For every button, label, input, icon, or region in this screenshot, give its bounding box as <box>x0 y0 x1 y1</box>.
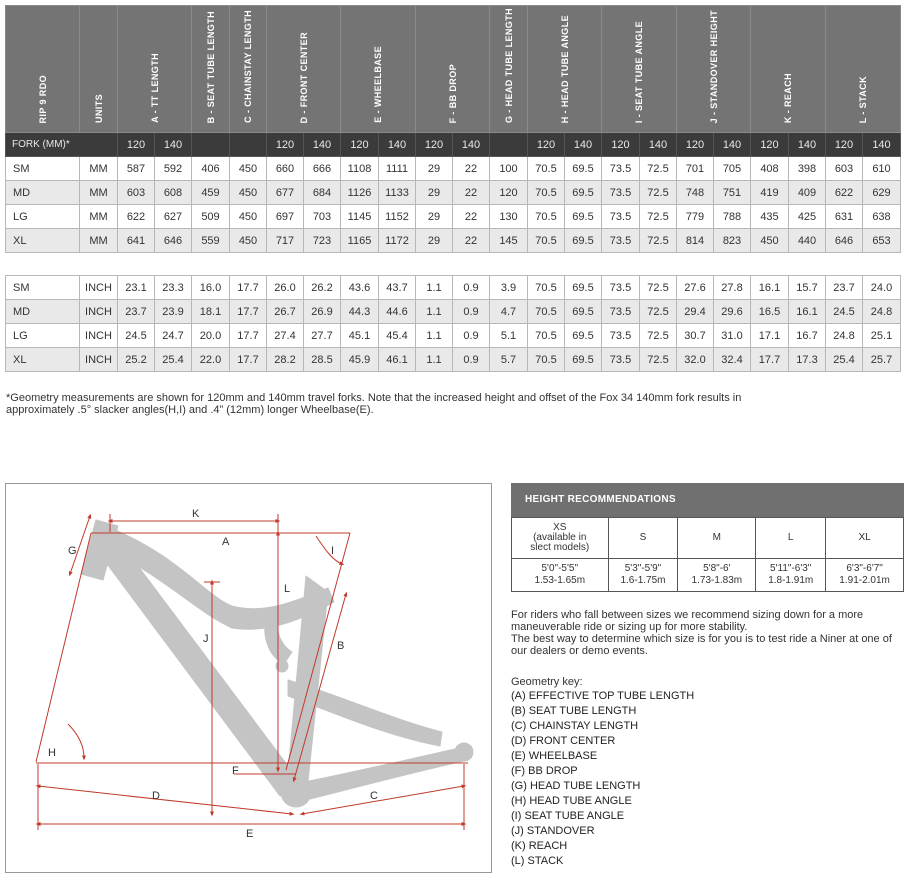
height-l: 5'11"-6'3" 1.8-1.91m <box>756 559 826 592</box>
value-cell: 406 <box>192 157 230 181</box>
label-j: J <box>203 633 209 645</box>
value-cell: 27.4 <box>267 324 304 348</box>
value-cell: 25.7 <box>863 348 901 372</box>
value-cell: 44.3 <box>341 300 379 324</box>
down-tube <box>104 542 300 796</box>
value-cell: 69.5 <box>565 229 602 253</box>
value-cell: 660 <box>267 157 304 181</box>
value-cell: 603 <box>826 157 863 181</box>
table-row <box>6 276 901 300</box>
label-k: K <box>192 508 200 520</box>
value-cell: 130 <box>490 205 528 229</box>
size-xl: XL <box>826 518 904 559</box>
value-cell: 43.6 <box>341 276 379 300</box>
label-h: H <box>48 747 56 759</box>
value-cell: 24.8 <box>863 300 901 324</box>
value-cell: 1152 <box>379 205 416 229</box>
value-cell: 631 <box>826 205 863 229</box>
value-cell: 69.5 <box>565 300 602 324</box>
value-cell: 677 <box>267 181 304 205</box>
value-cell: 72.5 <box>640 276 677 300</box>
value-cell: 703 <box>304 205 341 229</box>
fork-travel-cell: 120 <box>416 133 453 157</box>
column-header-head-tube-angle: H - HEAD TUBE ANGLE <box>528 6 602 133</box>
value-cell: 31.0 <box>714 324 751 348</box>
value-cell: 73.5 <box>602 300 640 324</box>
height-row <box>512 559 904 592</box>
geometry-key-list <box>511 689 694 869</box>
value-cell: 69.5 <box>565 324 602 348</box>
value-cell: 45.9 <box>341 348 379 372</box>
size-cell: XL <box>6 348 80 372</box>
value-cell: 0.9 <box>453 348 490 372</box>
fork-travel-cell: 120 <box>267 133 304 157</box>
fork-travel-cell: 140 <box>565 133 602 157</box>
column-header-stack: L - STACK <box>826 6 901 133</box>
value-cell: 29 <box>416 181 453 205</box>
size-cell: SM <box>6 276 80 300</box>
height-m: 5'8"-6' 1.73-1.83m <box>678 559 756 592</box>
value-cell: 779 <box>677 205 714 229</box>
value-cell: 22 <box>453 205 490 229</box>
value-cell: 26.2 <box>304 276 341 300</box>
value-cell: 440 <box>789 229 826 253</box>
value-cell: 592 <box>155 157 192 181</box>
value-cell: 622 <box>118 205 155 229</box>
value-cell: 15.7 <box>789 276 826 300</box>
size-cell: LG <box>6 324 80 348</box>
fork-travel-cell: 140 <box>453 133 490 157</box>
value-cell: 27.6 <box>677 276 714 300</box>
value-cell: 25.1 <box>863 324 901 348</box>
value-cell: 70.5 <box>528 300 565 324</box>
head-tube-axis <box>36 533 91 762</box>
value-cell: 72.5 <box>640 324 677 348</box>
value-cell: 46.1 <box>379 348 416 372</box>
sizing-tip-between-sizes: For riders who fall between sizes we recommend sizing down for a more maneuverable ride or sizing up for more stability. <box>511 609 864 633</box>
value-cell: 30.7 <box>677 324 714 348</box>
value-cell: 73.5 <box>602 157 640 181</box>
value-cell: 17.3 <box>789 348 826 372</box>
label-g: G <box>68 545 77 557</box>
value-cell: 70.5 <box>528 348 565 372</box>
size-cell: XL <box>6 229 80 253</box>
value-cell: 814 <box>677 229 714 253</box>
fork-travel-cell: 120 <box>677 133 714 157</box>
table-row <box>6 348 901 372</box>
sizing-advice <box>511 609 906 657</box>
table-row <box>6 300 901 324</box>
value-cell: 22.0 <box>192 348 230 372</box>
value-cell: 73.5 <box>602 324 640 348</box>
unit-cell: INCH <box>80 348 118 372</box>
value-cell: 751 <box>714 181 751 205</box>
chain-stay <box>294 746 468 802</box>
geometry-footnote: *Geometry measurements are shown for 120mm and 140mm travel forks. Note that the increased height and offset of the Fox 34 140mm fork results in approximately .5° slacker angles(H,I) and .4” (12mm) longer Wheelbase(E). <box>6 392 742 416</box>
key-item-l: (L) STACK <box>511 855 564 867</box>
fork-travel-cell: 120 <box>751 133 789 157</box>
value-cell: 26.0 <box>267 276 304 300</box>
value-cell: 24.8 <box>826 324 863 348</box>
value-cell: 23.9 <box>155 300 192 324</box>
value-cell: 723 <box>304 229 341 253</box>
key-item-e: (E) WHEELBASE <box>511 750 598 762</box>
spacer-cell <box>6 253 901 276</box>
value-cell: 705 <box>714 157 751 181</box>
value-cell: 32.0 <box>677 348 714 372</box>
value-cell: 17.1 <box>751 324 789 348</box>
column-header-head-tube-length: G - HEAD TUBE LENGTH <box>490 6 528 133</box>
bike-frame <box>81 520 473 807</box>
value-cell: 70.5 <box>528 229 565 253</box>
value-cell: 684 <box>304 181 341 205</box>
value-cell: 666 <box>304 157 341 181</box>
value-cell: 450 <box>230 205 267 229</box>
label-f: F <box>232 765 239 777</box>
fork-travel-cell: 140 <box>640 133 677 157</box>
value-cell: 69.5 <box>565 205 602 229</box>
key-item-d: (D) FRONT CENTER <box>511 735 616 747</box>
column-header-chainstay-length: C - CHAINSTAY LENGTH <box>230 6 267 133</box>
key-item-a: (A) EFFECTIVE TOP TUBE LENGTH <box>511 690 695 702</box>
value-cell: 1111 <box>379 157 416 181</box>
value-cell: 559 <box>192 229 230 253</box>
value-cell: 1172 <box>379 229 416 253</box>
column-header-seat-tube-length: B - SEAT TUBE LENGTH <box>192 6 230 133</box>
value-cell: 29 <box>416 157 453 181</box>
value-cell: 603 <box>118 181 155 205</box>
unit-cell: MM <box>80 205 118 229</box>
column-header-tt-length: A - TT LENGTH <box>118 6 192 133</box>
column-header-standover-height: J - STANDOVER HEIGHT <box>677 6 751 133</box>
value-cell: 24.0 <box>863 276 901 300</box>
label-b: B <box>337 640 345 652</box>
fork-travel-cell: 140 <box>379 133 416 157</box>
fork-travel-cell: 120 <box>602 133 640 157</box>
label-e: E <box>246 828 254 840</box>
table-row <box>6 157 901 181</box>
unit-cell: MM <box>80 157 118 181</box>
unit-cell: MM <box>80 229 118 253</box>
fork-travel-cell: 140 <box>789 133 826 157</box>
value-cell: 29 <box>416 205 453 229</box>
unit-cell: INCH <box>80 276 118 300</box>
value-cell: 69.5 <box>565 181 602 205</box>
value-cell: 16.7 <box>789 324 826 348</box>
value-cell: 1.1 <box>416 300 453 324</box>
header-row <box>6 6 901 133</box>
table-row <box>6 181 901 205</box>
key-item-h: (H) HEAD TUBE ANGLE <box>511 795 632 807</box>
frame-diagram-svg <box>6 484 491 872</box>
fork-label: FORK (MM)* <box>6 133 118 157</box>
fork-travel-cell: 120 <box>528 133 565 157</box>
value-cell: 608 <box>155 181 192 205</box>
value-cell: 25.4 <box>826 348 863 372</box>
value-cell: 23.7 <box>118 300 155 324</box>
table-row <box>6 324 901 348</box>
value-cell: 629 <box>863 181 901 205</box>
value-cell: 73.5 <box>602 181 640 205</box>
fork-travel-cell <box>490 133 528 157</box>
value-cell: 17.7 <box>230 276 267 300</box>
value-cell: 5.7 <box>490 348 528 372</box>
value-cell: 45.4 <box>379 324 416 348</box>
value-cell: 73.5 <box>602 229 640 253</box>
value-cell: 72.5 <box>640 181 677 205</box>
value-cell: 27.8 <box>714 276 751 300</box>
key-item-g: (G) HEAD TUBE LENGTH <box>511 780 641 792</box>
size-cell: SM <box>6 157 80 181</box>
size-cell: MD <box>6 300 80 324</box>
height-recommendations-table <box>511 517 904 592</box>
value-cell: 459 <box>192 181 230 205</box>
geometry-key-title: Geometry key: <box>511 676 583 688</box>
value-cell: 409 <box>789 181 826 205</box>
value-cell: 748 <box>677 181 714 205</box>
value-cell: 697 <box>267 205 304 229</box>
value-cell: 29.4 <box>677 300 714 324</box>
value-cell: 70.5 <box>528 181 565 205</box>
key-item-c: (C) CHAINSTAY LENGTH <box>511 720 639 732</box>
value-cell: 450 <box>751 229 789 253</box>
value-cell: 23.3 <box>155 276 192 300</box>
value-cell: 610 <box>863 157 901 181</box>
value-cell: 646 <box>155 229 192 253</box>
value-cell: 509 <box>192 205 230 229</box>
value-cell: 3.9 <box>490 276 528 300</box>
key-item-f: (F) BB DROP <box>511 765 578 777</box>
value-cell: 32.4 <box>714 348 751 372</box>
value-cell: 1126 <box>341 181 379 205</box>
value-cell: 28.5 <box>304 348 341 372</box>
value-cell: 1.1 <box>416 348 453 372</box>
size-row <box>512 518 904 559</box>
value-cell: 17.7 <box>751 348 789 372</box>
size-s: S <box>608 518 678 559</box>
fork-travel-cell: 120 <box>341 133 379 157</box>
key-item-k: (K) REACH <box>511 840 568 852</box>
value-cell: 70.5 <box>528 324 565 348</box>
value-cell: 701 <box>677 157 714 181</box>
value-cell: 450 <box>230 181 267 205</box>
geometry-table <box>5 5 901 372</box>
label-c: C <box>370 790 378 802</box>
value-cell: 70.5 <box>528 157 565 181</box>
value-cell: 23.7 <box>826 276 863 300</box>
table-row <box>6 229 901 253</box>
value-cell: 17.7 <box>230 348 267 372</box>
value-cell: 72.5 <box>640 300 677 324</box>
value-cell: 587 <box>118 157 155 181</box>
value-cell: 646 <box>826 229 863 253</box>
value-cell: 1108 <box>341 157 379 181</box>
fork-travel-cell: 140 <box>863 133 901 157</box>
value-cell: 72.5 <box>640 229 677 253</box>
value-cell: 25.2 <box>118 348 155 372</box>
value-cell: 72.5 <box>640 157 677 181</box>
fork-travel-cell: 140 <box>714 133 751 157</box>
label-d: D <box>152 790 160 802</box>
value-cell: 22 <box>453 181 490 205</box>
value-cell: 627 <box>155 205 192 229</box>
column-header-seat-tube-angle: I - SEAT TUBE ANGLE <box>602 6 677 133</box>
value-cell: 29 <box>416 229 453 253</box>
column-header-wheelbase: E - WHEELBASE <box>341 6 416 133</box>
value-cell: 18.1 <box>192 300 230 324</box>
value-cell: 408 <box>751 157 789 181</box>
value-cell: 425 <box>789 205 826 229</box>
value-cell: 419 <box>751 181 789 205</box>
dimension-arc-i <box>316 536 342 564</box>
key-item-j: (J) STANDOVER <box>511 825 595 837</box>
value-cell: 25.4 <box>155 348 192 372</box>
unit-cell: INCH <box>80 324 118 348</box>
value-cell: 24.5 <box>118 324 155 348</box>
value-cell: 450 <box>230 229 267 253</box>
sizing-tip-test-ride: The best way to determine which size is for you is to test ride a Niner at one of our dealers or demo events. <box>511 633 892 657</box>
label-l: L <box>284 583 291 595</box>
value-cell: 16.1 <box>751 276 789 300</box>
value-cell: 73.5 <box>602 276 640 300</box>
value-cell: 72.5 <box>640 205 677 229</box>
label-a: A <box>222 536 230 548</box>
size-cell: LG <box>6 205 80 229</box>
size-cell: MD <box>6 181 80 205</box>
value-cell: 29.6 <box>714 300 751 324</box>
value-cell: 0.9 <box>453 300 490 324</box>
label-i: I <box>331 545 335 557</box>
key-item-i: (I) SEAT TUBE ANGLE <box>511 810 625 822</box>
fork-travel-cell: 140 <box>155 133 192 157</box>
column-header-bb-drop: F - BB DROP <box>416 6 490 133</box>
value-cell: 23.1 <box>118 276 155 300</box>
value-cell: 1.1 <box>416 276 453 300</box>
value-cell: 653 <box>863 229 901 253</box>
value-cell: 0.9 <box>453 324 490 348</box>
height-recommendations-title: HEIGHT RECOMMENDATIONS <box>511 483 904 517</box>
value-cell: 24.7 <box>155 324 192 348</box>
value-cell: 823 <box>714 229 751 253</box>
value-cell: 788 <box>714 205 751 229</box>
value-cell: 17.7 <box>230 324 267 348</box>
fork-travel-row <box>6 133 901 157</box>
fork-travel-cell <box>192 133 230 157</box>
value-cell: 45.1 <box>341 324 379 348</box>
value-cell: 145 <box>490 229 528 253</box>
value-cell: 1133 <box>379 181 416 205</box>
value-cell: 1165 <box>341 229 379 253</box>
value-cell: 5.1 <box>490 324 528 348</box>
size-xs: XS (available in slect models) <box>512 518 609 559</box>
height-xl: 6'3"-6'7" 1.91-2.01m <box>826 559 904 592</box>
frame-geometry-diagram <box>5 483 492 873</box>
fork-travel-cell: 120 <box>826 133 863 157</box>
value-cell: 435 <box>751 205 789 229</box>
height-s: 5'3"-5'9" 1.6-1.75m <box>608 559 678 592</box>
value-cell: 100 <box>490 157 528 181</box>
value-cell: 22 <box>453 229 490 253</box>
value-cell: 1145 <box>341 205 379 229</box>
value-cell: 69.5 <box>565 157 602 181</box>
value-cell: 20.0 <box>192 324 230 348</box>
size-m: M <box>678 518 756 559</box>
value-cell: 28.2 <box>267 348 304 372</box>
value-cell: 622 <box>826 181 863 205</box>
value-cell: 70.5 <box>528 276 565 300</box>
value-cell: 69.5 <box>565 348 602 372</box>
key-item-b: (B) SEAT TUBE LENGTH <box>511 705 637 717</box>
bottom-bracket <box>281 777 311 807</box>
value-cell: 72.5 <box>640 348 677 372</box>
value-cell: 24.5 <box>826 300 863 324</box>
value-cell: 27.7 <box>304 324 341 348</box>
model-header: RIP 9 RDO <box>6 6 80 133</box>
value-cell: 26.7 <box>267 300 304 324</box>
value-cell: 1.1 <box>416 324 453 348</box>
units-header: UNITS <box>80 6 118 133</box>
value-cell: 641 <box>118 229 155 253</box>
dimension-line-d <box>38 786 292 814</box>
fork-travel-cell: 140 <box>304 133 341 157</box>
value-cell: 26.9 <box>304 300 341 324</box>
value-cell: 450 <box>230 157 267 181</box>
value-cell: 73.5 <box>602 205 640 229</box>
table-row <box>6 205 901 229</box>
value-cell: 16.0 <box>192 276 230 300</box>
value-cell: 43.7 <box>379 276 416 300</box>
value-cell: 398 <box>789 157 826 181</box>
table-spacer <box>6 253 901 276</box>
value-cell: 44.6 <box>379 300 416 324</box>
value-cell: 16.5 <box>751 300 789 324</box>
value-cell: 22 <box>453 157 490 181</box>
column-header-reach: K - REACH <box>751 6 826 133</box>
value-cell: 73.5 <box>602 348 640 372</box>
size-l: L <box>756 518 826 559</box>
column-header-front-center: D - FRONT CENTER <box>267 6 341 133</box>
value-cell: 70.5 <box>528 205 565 229</box>
value-cell: 0.9 <box>453 276 490 300</box>
dimension-arc-h <box>68 724 84 758</box>
fork-travel-cell: 120 <box>118 133 155 157</box>
value-cell: 120 <box>490 181 528 205</box>
unit-cell: MM <box>80 181 118 205</box>
value-cell: 638 <box>863 205 901 229</box>
fork-travel-cell <box>230 133 267 157</box>
rear-axle-mount <box>455 743 473 761</box>
value-cell: 717 <box>267 229 304 253</box>
value-cell: 69.5 <box>565 276 602 300</box>
value-cell: 17.7 <box>230 300 267 324</box>
value-cell: 16.1 <box>789 300 826 324</box>
unit-cell: INCH <box>80 300 118 324</box>
value-cell: 4.7 <box>490 300 528 324</box>
height-xs: 5'0"-5'5" 1.53-1.65m <box>512 559 609 592</box>
